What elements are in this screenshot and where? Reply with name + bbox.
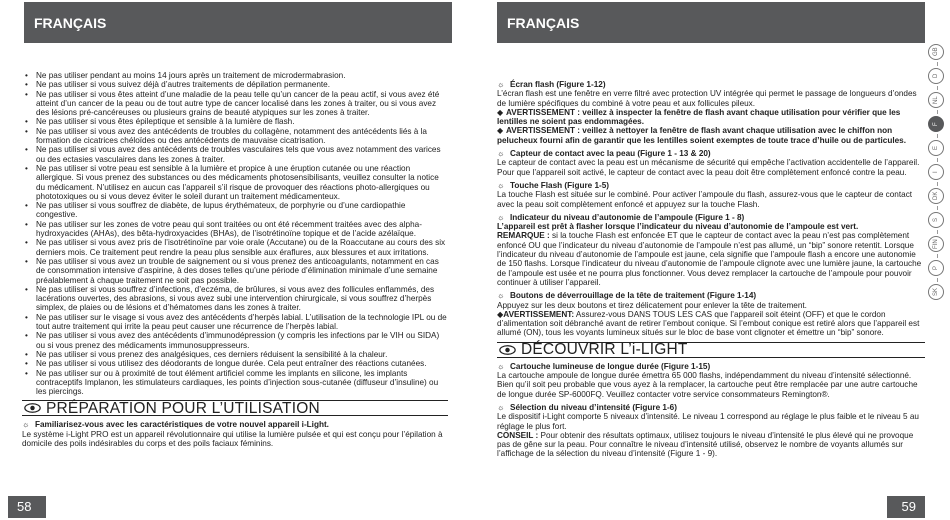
sun-icon: ☼ <box>497 180 505 190</box>
list-item: • Ne pas utiliser si vous souffrez d’infections, d’eczéma, de brûlures, si vous avez des follicules enflammés, des lacérations ouvertes, des abrasions, si vous avez subi une intervention chirurgicale, si vous souffrez d’herpès simplex, de plaies ou de lésions et d’hématomes dans les zones à traiter. <box>22 285 448 313</box>
eye-icon <box>24 402 41 414</box>
list-item: • Ne pas utiliser pendant au moins 14 jours après un traitement de microdermabrasion. <box>22 71 448 80</box>
paragraph: Le dispositif i-Light comporte 5 niveaux d’intensité. Le niveau 1 correspond au réglage le plus faible et le niveau 5 au réglage le plus fort. <box>497 412 919 431</box>
sun-icon: ☼ <box>497 291 505 301</box>
list-item: • Ne pas utiliser si vous suivez déjà d’autres traitements de dépilation permanente. <box>22 80 448 89</box>
warning-icon: ◆ <box>497 107 504 117</box>
language-tabs <box>928 44 946 302</box>
language-tab-p[interactable]: P <box>928 260 944 276</box>
warning-text: ◆ AVERTISSEMENT : veillez à nettoyer la fenêtre de flash avant chaque utilisation avec le chiffon non pelucheux fourni afin de garantir que les lentilles soient exemptes de toute trace d’huile ou de particules. <box>497 126 907 145</box>
list-item: • Ne pas utiliser si vous utilisez des déodorants de longue durée. Cela peut entraîner des réactions cutanées. <box>22 359 448 368</box>
warning-text: ◆ AVERTISSEMENT : veillez à inspecter la fenêtre de flash avant chaque utilisation pour vérifier que les lentilles ne soient pas endommagées. <box>497 107 901 127</box>
list-item: • Ne pas utiliser si vous avez un trouble de saignement ou si vous prenez des anticoagulants, notamment en cas de consommation intensive d’aspirine, à des doses telles qu’une période d’élimination minimale d’une semaine préalablement à chaque traitement ne soit pas possible. <box>22 257 448 285</box>
tab-separator <box>937 86 938 90</box>
warning-icon: ◆ <box>497 309 504 319</box>
sub-heading: ☼ Touche Flash (Figure 1-5) <box>497 180 610 190</box>
sub-heading: ☼ Capteur de contact avec la peau (Figure 1 - 13 & 20) <box>497 149 711 159</box>
eye-icon <box>499 344 516 356</box>
list-item: • Ne pas utiliser si vous avez pris de l’isotrétinoïne par voie orale (Accutane) ou de la Roaccutane au cours des six derniers mois. Ce traitement peut rendre la peau plus sensible aux éraflures, aux blessures et aux irritations. <box>22 238 448 257</box>
sub-heading: ☼ Familiarisez-vous avec les caractéristiques de votre nouvel appareil i-Light. <box>22 420 329 430</box>
page-right <box>475 0 950 520</box>
right-content <box>497 76 925 459</box>
tab-separator <box>937 158 938 162</box>
paragraph: Le capteur de contact avec la peau est un mécanisme de sécurité qui empêche l’activation accidentelle de l’appareil. Pour que l’appareil soit activé, le capteur de contact avec la peau doit être complètement enfoncé contre la peau. <box>497 158 920 177</box>
tab-separator <box>937 110 938 114</box>
section-heading-preparation: PRÉPARATION POUR L’UTILISATION <box>22 400 448 416</box>
paragraph: REMARQUE : si la touche Flash est enfoncée ET que le capteur de contact avec la peau n’est pas complètement enfoncé OU que l’indicateur du niveau d’autonomie de l’ampoule n’est pas allumé, un “bip” sonore retentit. Lorsque l’indicateur du niveau d’autonomie de l’ampoule est jaune, cela signifie que l’ampoule flash a encore une autonomie de 150 flashs. Lorsque l’indicateur du niveau d’autonomie de l’ampoule clignote avec une lumière jaune, la cartouche de l’ampoule est usée et ne pourra plus fonctionner. Vous devez remplacer la cartouche de l’ampoule pour pouvoir continuer à utiliser l’appareil. <box>497 231 922 287</box>
list-item: • Ne pas utiliser si vous êtes atteint d’une maladie de la peau telle qu’un cancer de la peau actif, si vous avez été atteint d’un cancer de la peau ou de tout autre type de cancer localisé dans les zones à traiter, ou si vous avez des lésions pré-cancéreuses ou plusieurs grains de beauté atypiques sur les zones à traiter. <box>22 90 448 118</box>
language-tab-i[interactable]: I <box>928 164 944 180</box>
tab-separator <box>937 134 938 138</box>
language-tab-gb[interactable]: GB <box>928 44 944 60</box>
sun-icon: ☼ <box>497 149 505 159</box>
paragraph: La touche Flash est située sur le combiné. Pour activer l’ampoule du flash, assurez-vous que le capteur de contact avec la peau soit complètement enfoncé et appuyez sur la touche Flash. <box>497 190 913 209</box>
tab-separator <box>937 278 938 282</box>
list-item: • Ne pas utiliser si vous prenez des analgésiques, ces derniers réduisent la sensibilité à la chaleur. <box>22 350 448 359</box>
paragraph: Appuyez sur les deux boutons et tirez délicatement pour enlever la tête de traitement. <box>497 300 807 310</box>
sub-heading: ☼ Cartouche lumineuse de longue durée (Figure 1-15) <box>497 361 711 371</box>
warning-text: ◆AVERTISSEMENT: Assurez-vous DANS TOUS LES CAS que l’appareil soit éteint (OFF) et que le cordon d’alimentation soit débranché avant de retirer l’embout conique. Si l’embout conique est retiré alors que l’appareil est allumé (ON), tous les voyants lumineux situés sur le bloc de base vont clignoter et émettre un “bip” sonore. <box>497 309 920 338</box>
list-item: • Ne pas utiliser si vous avez des antécédents de troubles du collagène, notamment des antécédents liés à la formation de cicatrices chéloïdes ou des antécédents de mauvaise cicatrisation. <box>22 127 448 146</box>
paragraph-bold: L’appareil est prêt à flasher lorsque l’indicateur du niveau d’autonomie de l’ampoule est vert. <box>497 222 859 232</box>
sun-icon: ☼ <box>497 80 505 89</box>
right-block-2 <box>497 362 925 459</box>
language-tab-e[interactable]: E <box>928 140 944 156</box>
list-item: • Ne pas utiliser sur ou à proximité de tout élément artificiel comme les implants en silicone, les implants contraceptifs Implanon, les stimulateurs cardiaques, les points d’injection sous-cutanée (diffuseur d’insuline) ou les piercings. <box>22 369 448 397</box>
left-content <box>22 71 448 448</box>
language-tab-nl[interactable]: NL <box>928 92 944 108</box>
tab-separator <box>937 62 938 66</box>
page-header: FRANÇAIS <box>497 2 925 43</box>
language-tab-fin[interactable]: FIN <box>928 236 944 252</box>
section-heading-discover: DÉCOUVRIR L’i-LIGHT <box>497 342 925 358</box>
list-item: • Ne pas utiliser si votre peau est sensible à la lumière et propice à une éruption cutanée ou une réaction allergique. Si vous prenez des substances ou des médicaments photosensibilisants, veuillez consulter la notice du médicament. N’utilisez en aucun cas l’appareil s’il risque de provoquer des réactions photo-allergiques ou phototoxiques ou si vous devez éviter le soleil durant un traitement médicamenteux. <box>22 164 448 201</box>
language-tab-d[interactable]: D <box>928 68 944 84</box>
sun-icon: ☼ <box>497 361 505 371</box>
language-tab-sk[interactable]: SK <box>928 284 944 300</box>
tab-separator <box>937 230 938 234</box>
paragraph: L’écran flash est une fenêtre en verre filtré avec protection UV intégrée qui permet le passage de longueurs d’ondes de lumière spécifiques du combiné à votre peau et aux follicules pileux. <box>497 89 917 108</box>
page-number: 59 <box>887 496 925 518</box>
sun-icon: ☼ <box>497 402 505 412</box>
list-item: • Ne pas utiliser si vous avez des antécédents d’immunodépression (y compris les infections par le VIH ou SIDA) ou si vous prenez des médicaments immunosuppresseurs. <box>22 331 448 350</box>
paragraph: CONSEIL : Pour obtenir des résultats optimaux, utilisez toujours le niveau d’intensité le plus élevé qui ne provoque pas de gêne sur la peau. Pour connaître le niveau d’intensité utilisé, observez le nombre de voyants allumés sur l’affichage de la sélection du niveau d’intensité (Figure 1 - 9). <box>497 430 914 459</box>
sub-heading: ☼ Écran flash (Figure 1-12) <box>497 80 606 89</box>
language-tab-s[interactable]: S <box>928 212 944 228</box>
list-item: • Ne pas utiliser si vous souffrez de diabète, de lupus érythémateux, de porphyrie ou d’une cardiopathie congestive. <box>22 201 448 220</box>
list-item: • Ne pas utiliser sur le visage si vous avez des antécédents d’herpès labial. L’utilisation de la technologie IPL ou de tout autre traitement qui irrite la peau peut causer une récurrence de l’herpès labial. <box>22 313 448 332</box>
list-item: • Ne pas utiliser si vous avez des antécédents de troubles vasculaires tels que vous avez notamment des varices ou des ectasies vasculaires dans les zones à traiter. <box>22 145 448 164</box>
tab-separator <box>937 182 938 186</box>
warning-bullet-list <box>22 71 448 396</box>
paragraph: La cartouche ampoule de longue durée émettra 65 000 flashs, indépendamment du niveau d’intensité sélectionné. Bien qu’il soit peu probable que vous ayez à la remplacer, la cartouche peut être remplacée par une autre cartouche de longue durée SP-6000FQ. Veuillez contacter votre service consommateurs Remington®. <box>497 371 918 399</box>
sub-heading: ☼ Boutons de déverrouillage de la tête de traitement (Figure 1-14) <box>497 291 757 301</box>
tab-separator <box>937 206 938 210</box>
paragraph: Le système i-Light PRO est un appareil révolutionnaire qui utilise la lumière pulsée et qui est conçu pour l’épilation à domicile des poils indésirables du corps et des poils faciaux féminins. <box>22 429 443 448</box>
language-tab-dk[interactable]: DK <box>928 188 944 204</box>
list-item: • Ne pas utiliser si vous êtes épileptique et sensible à la lumière de flash. <box>22 117 448 126</box>
sun-icon: ☼ <box>22 420 30 430</box>
language-tab-f[interactable]: F <box>928 116 944 132</box>
page-header: FRANÇAIS <box>24 2 452 43</box>
sun-icon: ☼ <box>497 212 505 222</box>
warning-icon: ◆ <box>497 126 504 136</box>
sub-heading: ☼ Sélection du niveau d’intensité (Figure 1-6) <box>497 402 677 412</box>
right-block-1 <box>497 80 925 338</box>
sub-heading: ☼ Indicateur du niveau d’autonomie de l’ampoule (Figure 1 - 8) <box>497 212 745 222</box>
tab-separator <box>937 254 938 258</box>
list-item: • Ne pas utiliser sur les zones de votre peau qui sont traitées ou ont été récemment traitées avec des alpha-hydroxyacides (AHAs), des bêta-hydroxyacides (BHAs), de l’isotrétinoïne topique et de l’acide azélaïque. <box>22 220 448 239</box>
page-number: 58 <box>8 496 46 518</box>
